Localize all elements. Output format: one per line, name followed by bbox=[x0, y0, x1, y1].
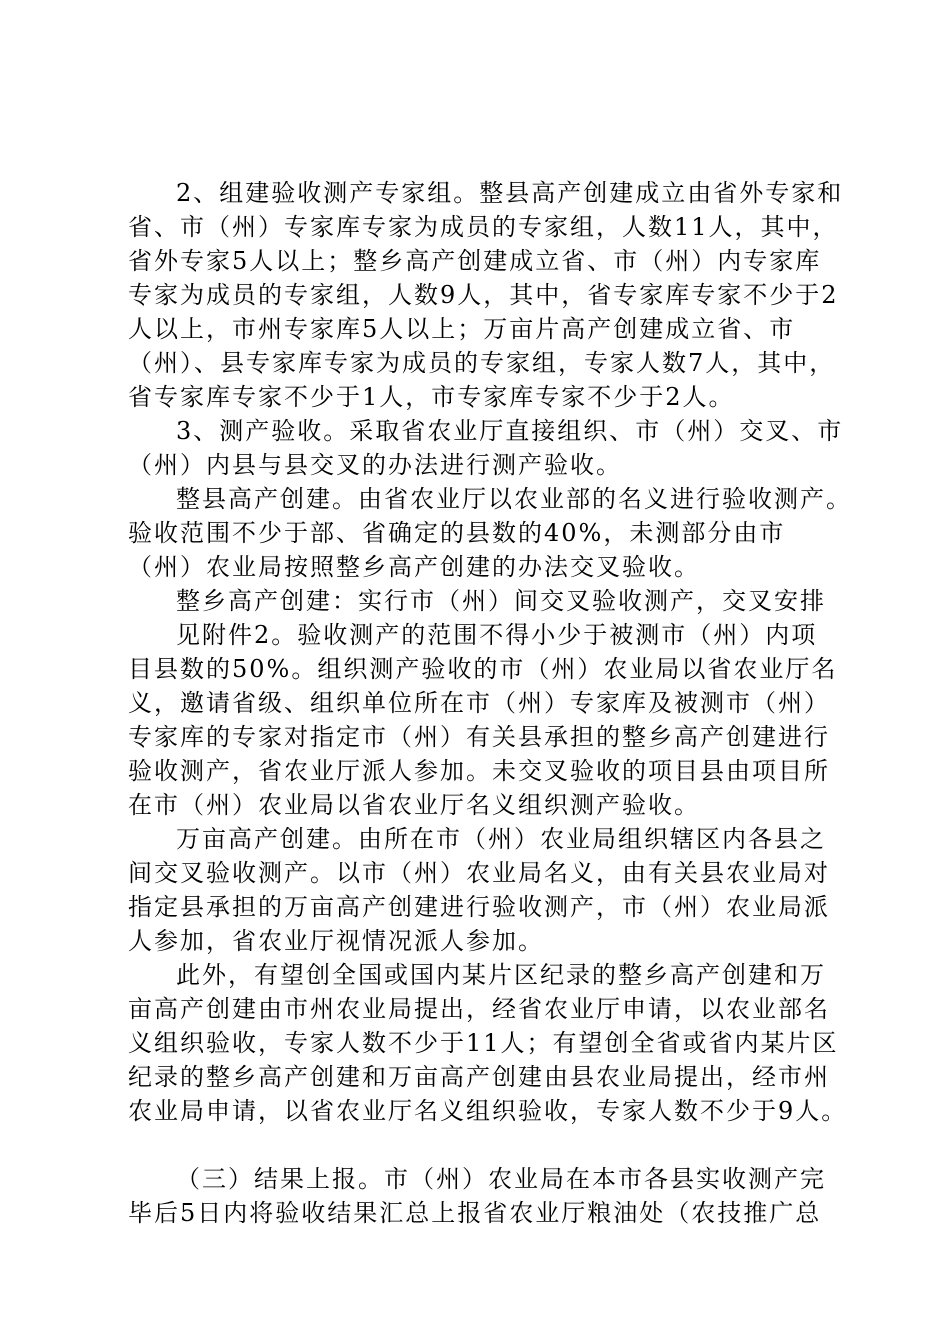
text-line: 省、市（州）专家库专家为成员的专家组，人数11人，其中， bbox=[128, 213, 839, 241]
text-line: 整乡高产创建：实行市（州）间交叉验收测产，交叉安排 bbox=[176, 587, 826, 615]
text-line: 在市（州）农业局以省农业厅名义组织测产验收。 bbox=[128, 791, 700, 819]
text-line: 见附件2。验收测产的范围不得小少于被测市（州）内项 bbox=[176, 621, 818, 649]
text-line: 目县数的50%。组织测产验收的市（州）农业局以省农业厅名 bbox=[128, 655, 838, 683]
text-line: 毕后5日内将验收结果汇总上报省农业厅粮油处（农技推广总 bbox=[128, 1199, 822, 1227]
text-line: （州）、县专家库专家为成员的专家组，专家人数7人，其中， bbox=[128, 349, 836, 377]
text-line: 纪录的整乡高产创建和万亩高产创建由县农业局提出，经市州 bbox=[128, 1063, 830, 1091]
text-line: 万亩高产创建。由所在市（州）农业局组织辖区内各县之 bbox=[176, 825, 826, 853]
text-line: （三）结果上报。市（州）农业局在本市各县实收测产完 bbox=[176, 1165, 826, 1193]
text-line: 此外，有望创全国或国内某片区纪录的整乡高产创建和万 bbox=[176, 961, 826, 989]
text-line: 人以上，市州专家库5人以上；万亩片高产创建成立省、市 bbox=[128, 315, 796, 343]
text-line: 亩高产创建由市州农业局提出，经省农业厅申请，以农业部名 bbox=[128, 995, 830, 1023]
text-line: 3、测产验收。采取省农业厅直接组织、市（州）交叉、市 bbox=[176, 417, 844, 445]
text-line: 指定县承担的万亩高产创建进行验收测产，市（州）农业局派 bbox=[128, 893, 830, 921]
text-line: 专家为成员的专家组，人数9人，其中，省专家库专家不少于2 bbox=[128, 281, 839, 309]
text-line: 整县高产创建。由省农业厅以农业部的名义进行验收测产。 bbox=[176, 485, 852, 513]
text-line: 义组织验收，专家人数不少于11人；有望创全省或省内某片区 bbox=[128, 1029, 839, 1057]
text-line: 农业局申请，以省农业厅名义组织验收，专家人数不少于9人。 bbox=[128, 1097, 848, 1125]
text-line: 专家库的专家对指定市（州）有关县承担的整乡高产创建进行 bbox=[128, 723, 830, 751]
text-line: 验收范围不少于部、省确定的县数的40%，未测部分由市 bbox=[128, 519, 786, 547]
text-line: 省专家库专家不少于1人，市专家库专家不少于2人。 bbox=[128, 383, 735, 411]
text-line: （州）内县与县交叉的办法进行测产验收。 bbox=[128, 451, 622, 479]
text-line: 验收测产，省农业厅派人参加。未交叉验收的项目县由项目所 bbox=[128, 757, 830, 785]
text-line: （州）农业局按照整乡高产创建的办法交叉验收。 bbox=[128, 553, 700, 581]
text-line: 省外专家5人以上；整乡高产创建成立省、市（州）内专家库 bbox=[128, 247, 822, 275]
text-line: 人参加，省农业厅视情况派人参加。 bbox=[128, 927, 544, 955]
text-line: 间交叉验收测产。以市（州）农业局名义，由有关县农业局对 bbox=[128, 859, 830, 887]
text-line: 义，邀请省级、组织单位所在市（州）专家库及被测市（州） bbox=[128, 689, 830, 717]
text-line: 2、组建验收测产专家组。整县高产创建成立由省外专家和 bbox=[176, 179, 844, 207]
